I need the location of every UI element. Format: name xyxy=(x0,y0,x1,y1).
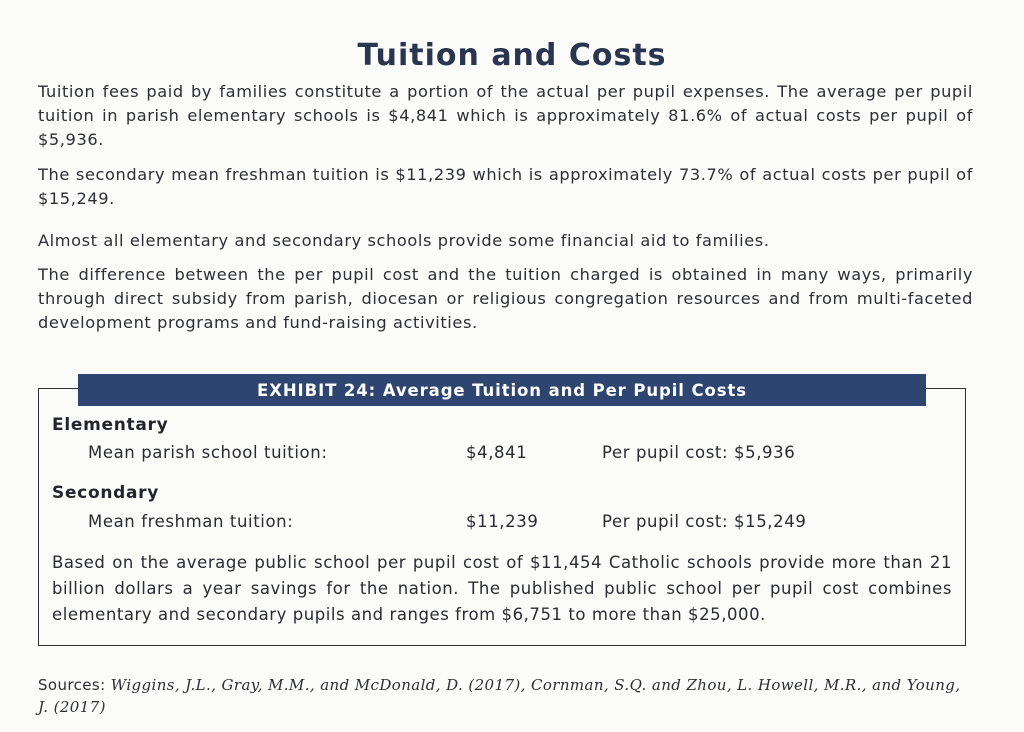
tuition-paragraph-4: The difference between the per pupil cost and the tuition charged is obtained in many ways, primarily through direct subsidy from parish, diocesan or religious congregation resources and from multi-faceted development programs and fund-raising activities. xyxy=(38,265,973,332)
page-title: Tuition and Costs xyxy=(357,38,667,74)
secondary-per-pupil-cost: Per pupil cost: $15,249 xyxy=(602,512,807,531)
exhibit-title: EXHIBIT 24: Average Tuition and Per Pupil Costs xyxy=(257,380,747,400)
exhibit-title-bar xyxy=(78,374,926,406)
sources-citation: Wiggins, J.L., Gray, M.M., and McDonald, D. (2017), Cornman, S.Q. and Zhou, L. Howell, M.R., and Young, J. (2017) xyxy=(38,676,961,716)
sources-lead: Sources: xyxy=(38,676,106,694)
section-heading-elementary: Elementary xyxy=(52,415,169,435)
secondary-tuition-label: Mean freshman tuition: xyxy=(88,512,294,531)
sources-note xyxy=(38,674,973,718)
tuition-paragraph-1: Tuition fees paid by families constitute a portion of the actual per pupil expenses. The average per pupil tuition in parish elementary schools is $4,841 which is approximately 81.6% of actual costs per pupil of $5,936. xyxy=(38,82,973,149)
section-heading-secondary: Secondary xyxy=(52,483,160,503)
exhibit-summary: Based on the average public school per pupil cost of $11,454 Catholic schools provide more than 21 billion dollars a year savings for the nation. The published public school per pupil cost combines elementary and secondary pupils and ranges from $6,751 to more than $25,000. xyxy=(52,553,952,624)
elementary-tuition-value: $4,841 xyxy=(466,443,528,462)
secondary-tuition-value: $11,239 xyxy=(466,512,539,531)
tuition-paragraph-3: Almost all elementary and secondary schools provide some financial aid to families. xyxy=(38,231,770,250)
tuition-paragraph-2: The secondary mean freshman tuition is $11,239 which is approximately 73.7% of actual costs per pupil of $15,249. xyxy=(38,165,973,208)
elementary-tuition-label: Mean parish school tuition: xyxy=(88,443,328,462)
elementary-per-pupil-cost: Per pupil cost: $5,936 xyxy=(602,443,796,462)
